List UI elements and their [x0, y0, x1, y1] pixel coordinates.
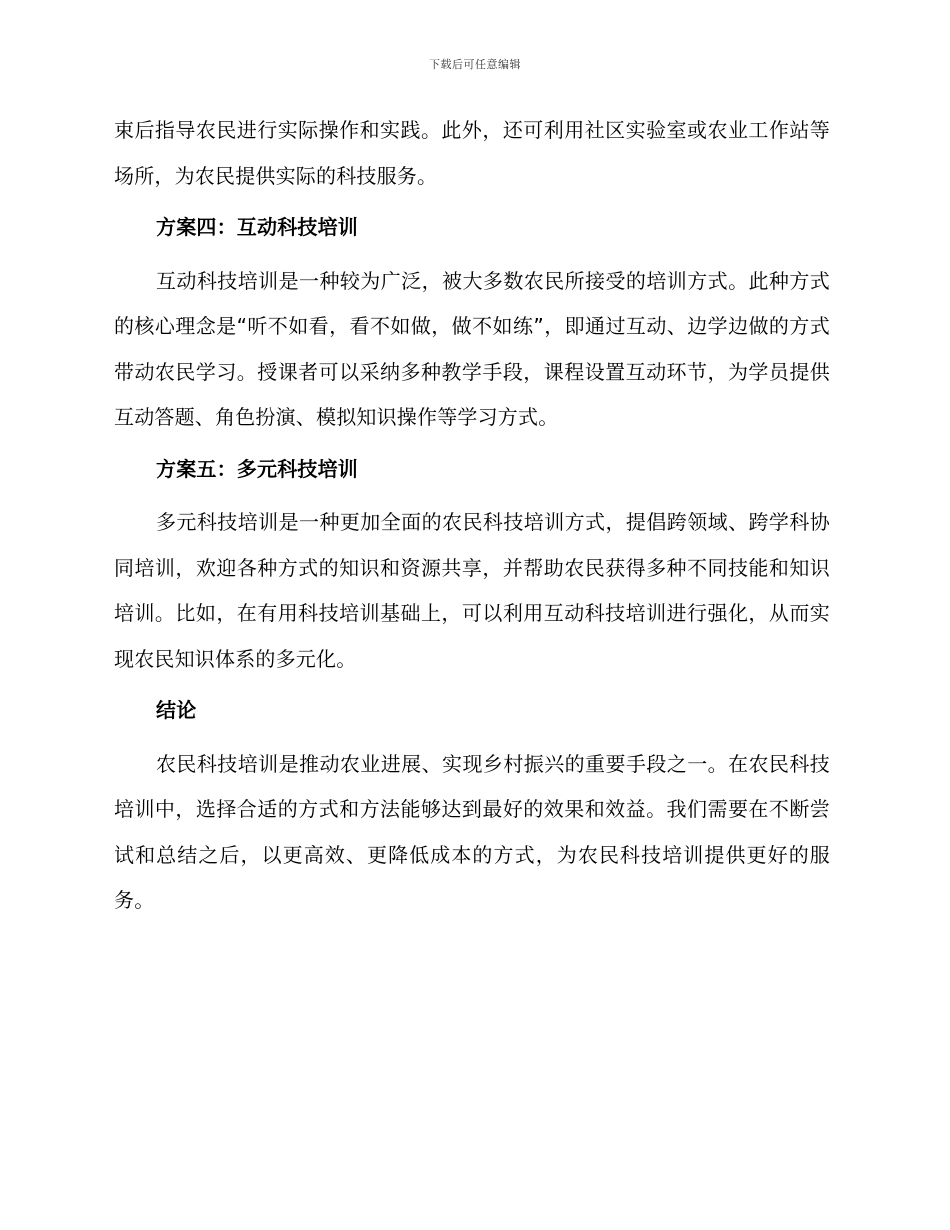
section-heading-conclusion: 结论 — [156, 698, 197, 722]
paragraph-continuation: 束后指导农民进行实际操作和实践。此外，还可利用社区实验室或农业工作站等场所，为农民提供实际的科技服务。 — [114, 118, 830, 188]
section-heading-plan-five: 方案五：多元科技培训 — [156, 456, 358, 481]
section-heading-plan-four: 方案四：互动科技培训 — [156, 215, 358, 239]
header-note: 下载后可任意编辑 — [429, 58, 521, 71]
paragraph-plan-five: 多元科技培训是一种更加全面的农民科技培训方式，提倡跨领域、跨学科协同培训，欢迎各种方式的知识和资源共享，并帮助农民获得多种不同技能和知识培训。比如，在有用科技培训基础上，可以利用互动科技培训进行强化，从而实现农民知识体系的多元化。 — [114, 510, 830, 671]
paragraph-conclusion: 农民科技培训是推动农业进展、实现乡村振兴的重要手段之一。在农民科技培训中，选择合适的方式和方法能够达到最好的效果和效益。我们需要在不断尝试和总结之后，以更高效、更降低成本的方式，为农民科技培训提供更好的服务。 — [114, 751, 830, 912]
paragraph-plan-four: 互动科技培训是一种较为广泛，被大多数农民所接受的培训方式。此种方式的核心理念是“听不如看，看不如做，做不如练”，即通过互动、边学边做的方式带动农民学习。授课者可以采纳多种教学手段，课程设置互动环节，为学员提供互动答题、角色扮演、模拟知识操作等学习方式。 — [114, 268, 830, 429]
document-body — [114, 108, 830, 924]
